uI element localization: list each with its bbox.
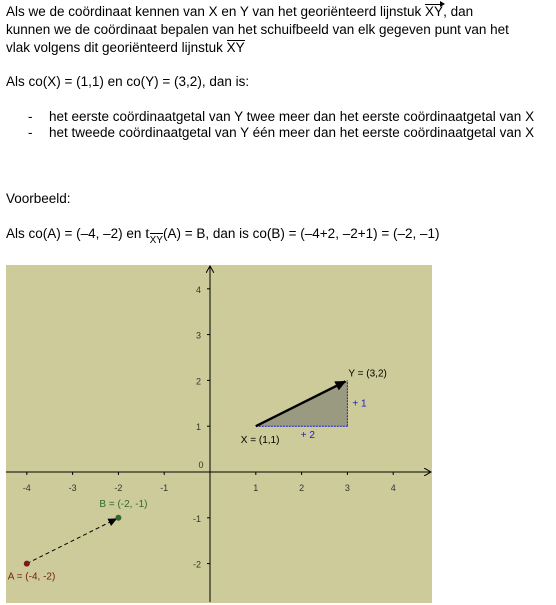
given-line: Als co(X) = (1,1) en co(Y) = (3,2), dan is: xyxy=(6,74,250,89)
list-item: - het tweede coördinaatgetal van Y één meer dan het eerste coördinaatgetal van X xyxy=(28,125,535,140)
dy-label: + 1 xyxy=(352,398,367,410)
x-tick-label: 0 xyxy=(198,460,204,470)
y-tick-label: 1 xyxy=(195,422,201,433)
translation-subscript: XY xyxy=(150,232,163,250)
example-line: Als co(A) = (–4, –2) en $t_{XY}(A) = B$, dan is co(B) = (–4+2, –2+1) = (–2, –1) xyxy=(6,225,548,250)
segment-xy: XY xyxy=(226,40,245,55)
x-tick-label: 2 xyxy=(299,483,305,493)
list-item: - het eerste coördinaatgetal van Y twee meer dan het eerste coördinaatgetal van X xyxy=(28,109,535,124)
example-heading: Voorbeeld: xyxy=(6,191,71,206)
x-tick-label: -2 xyxy=(114,483,123,493)
y-tick-label: 3 xyxy=(195,330,201,341)
point-a xyxy=(24,561,30,567)
graph-background xyxy=(6,265,432,603)
x-tick-label: -4 xyxy=(22,483,31,493)
bullet-list xyxy=(0,109,556,141)
x-tick-label: -3 xyxy=(68,483,77,493)
coordinate-graph xyxy=(6,265,432,603)
y-tick-label: -1 xyxy=(192,513,201,524)
label-a: A = (-4, -2) xyxy=(7,571,56,583)
x-tick-label: 1 xyxy=(253,483,259,493)
x-tick-label: 3 xyxy=(344,483,350,493)
intro-line2: kunnen we de coördinaat bepalen van het schuifbeeld van elk gegeven punt van het xyxy=(6,22,509,37)
intro-paragraph xyxy=(6,3,548,57)
x-tick-label: 4 xyxy=(390,483,396,493)
label-x: X = (1,1) xyxy=(240,435,280,447)
dx-label: + 2 xyxy=(300,430,315,442)
vector-xy: XY xyxy=(425,4,444,19)
x-tick-label: -1 xyxy=(160,483,169,493)
intro-line1: Als we de coördinaat kennen van X en Y van het georiënteerd lijnstuk XY, dan xyxy=(6,4,474,19)
y-tick-label: 2 xyxy=(195,376,201,387)
translation-symbol: t xyxy=(145,225,150,242)
label-y: Y = (3,2) xyxy=(348,368,387,380)
y-tick-label: -2 xyxy=(192,559,201,570)
label-b: B = (-2, -1) xyxy=(99,498,148,510)
y-tick-label: 4 xyxy=(195,284,201,295)
dash-icon: - xyxy=(28,125,33,140)
point-b xyxy=(115,515,121,521)
dash-icon: - xyxy=(28,109,33,124)
intro-line3: vlak volgens dit georiënteerd lijnstuk XY xyxy=(6,40,245,55)
